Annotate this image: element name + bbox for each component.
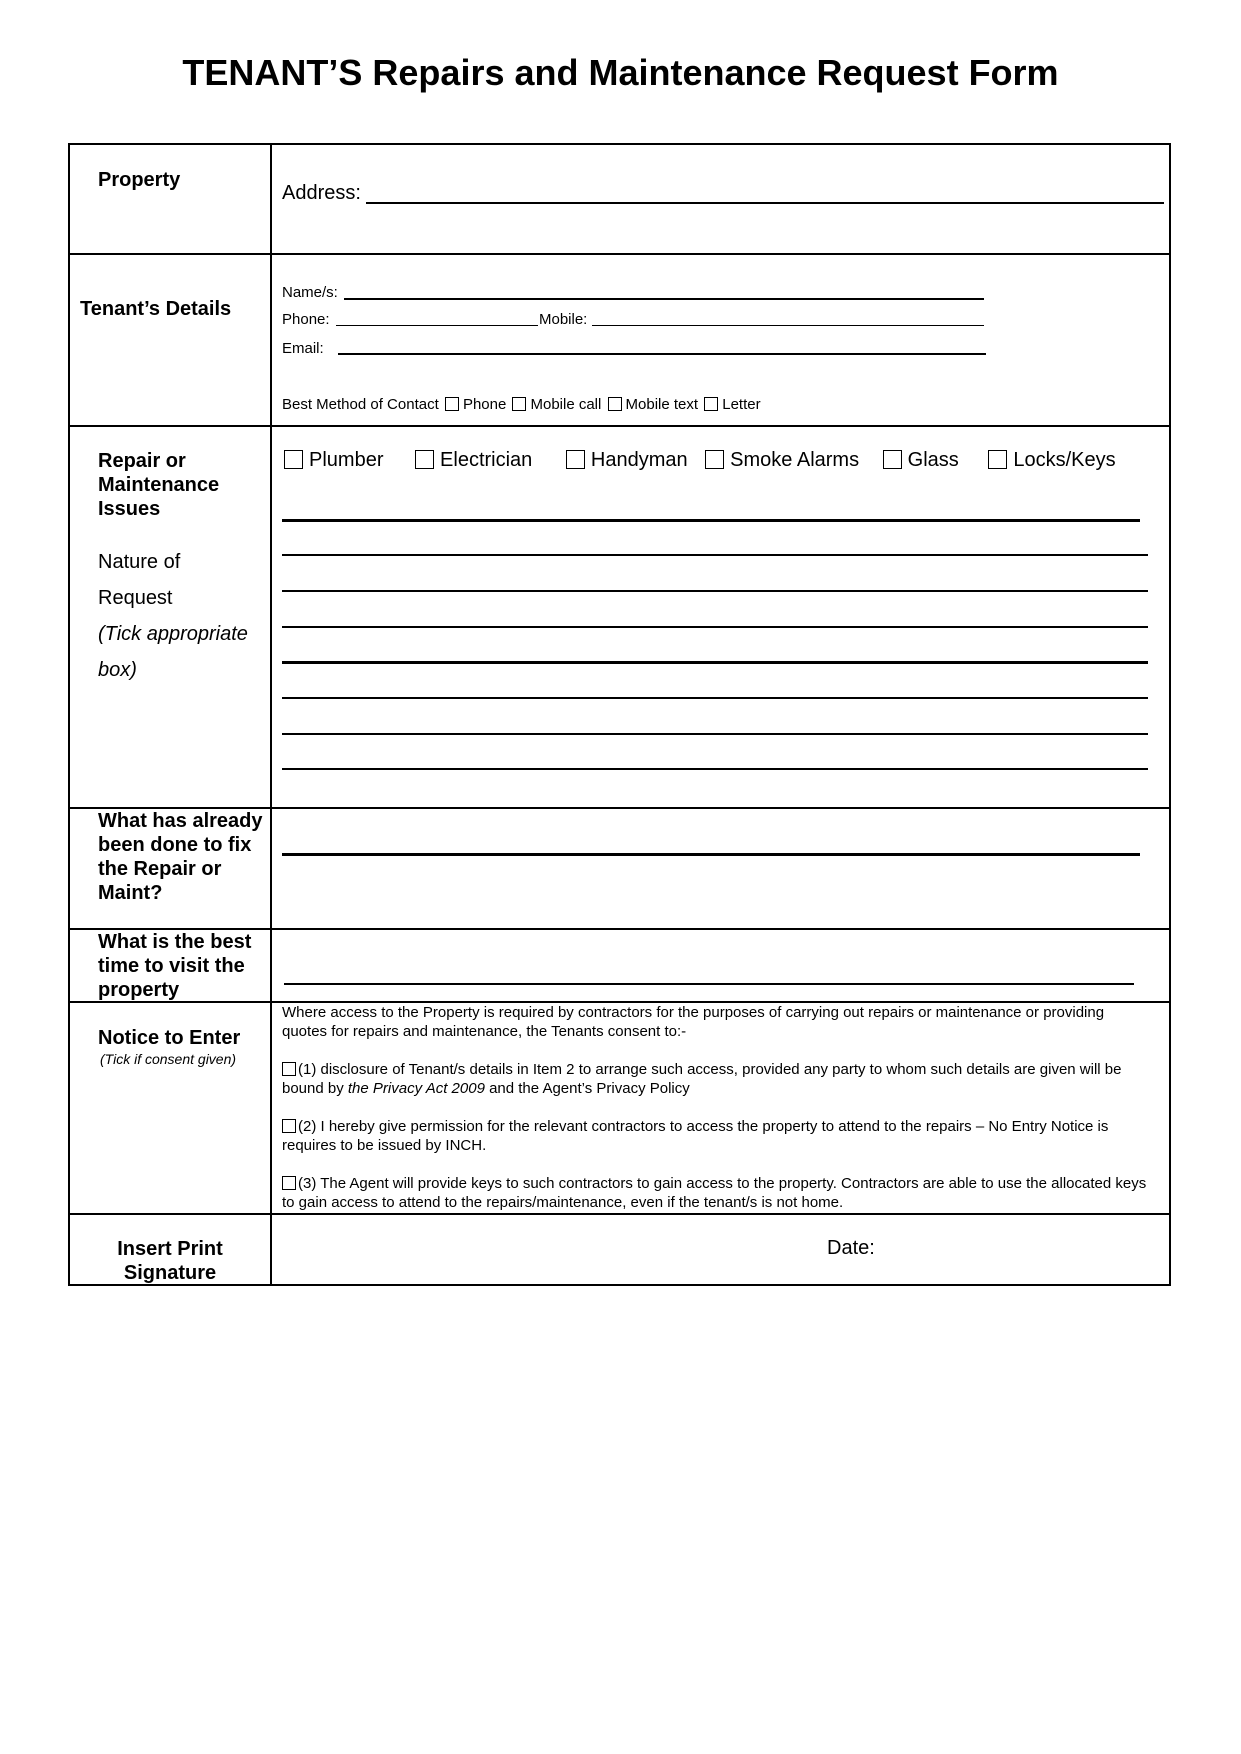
phone-field[interactable] <box>336 325 538 326</box>
electrician-checkbox[interactable] <box>415 450 434 469</box>
address-label: Address: <box>282 182 361 204</box>
best-time-content-cell <box>272 930 1169 1001</box>
option-smoke-alarms: Smoke Alarms <box>730 449 860 471</box>
locks-keys-checkbox[interactable] <box>988 450 1007 469</box>
contact-option-mobile-call: Mobile call <box>530 396 602 413</box>
plumber-checkbox[interactable] <box>284 450 303 469</box>
property-content-cell <box>272 145 1169 253</box>
best-time-field[interactable] <box>284 983 1134 985</box>
request-form-table <box>68 143 1171 1286</box>
contact-option-mobile-text: Mobile text <box>625 396 699 413</box>
consent-1-text-end: and the Agent’s Privacy Policy <box>484 1080 690 1097</box>
mobile-call-checkbox[interactable] <box>512 397 526 411</box>
consent-3-text: (3) The Agent will provide keys to such contractors to gain access to the property. Contractors are able to use the allocated keys to gain access to attend to the repairs/maintenance, even if the tenant/s is not home. <box>282 1175 1147 1211</box>
description-line[interactable] <box>282 661 1148 664</box>
option-plumber: Plumber <box>309 449 384 471</box>
names-field[interactable] <box>344 298 984 300</box>
repair-label-cell <box>70 427 272 807</box>
signature-content-cell[interactable] <box>272 1215 1169 1284</box>
notice-content-cell <box>272 1003 1169 1213</box>
best-time-row <box>68 928 1171 1001</box>
repair-label: Repair or Maintenance Issues <box>98 450 220 520</box>
email-field[interactable] <box>338 353 986 355</box>
tick-line-1: (Tick appropriate <box>98 623 248 645</box>
description-line[interactable] <box>282 733 1148 735</box>
nature-of-request <box>98 544 248 688</box>
contact-option-letter: Letter <box>722 396 761 413</box>
mobile-field[interactable] <box>592 325 984 326</box>
description-line[interactable] <box>282 554 1148 556</box>
tenant-content-cell <box>272 255 1169 425</box>
handyman-checkbox[interactable] <box>566 450 585 469</box>
description-line[interactable] <box>282 626 1148 628</box>
glass-checkbox[interactable] <box>883 450 902 469</box>
notice-label: Notice to Enter <box>98 1027 241 1049</box>
property-row <box>68 143 1171 253</box>
date-label: Date: <box>827 1237 875 1259</box>
already-done-label-cell <box>70 809 272 928</box>
tenant-label: Tenant’s Details <box>80 298 232 320</box>
contact-option-phone: Phone <box>462 396 507 413</box>
consent-2-checkbox[interactable] <box>282 1119 296 1133</box>
nature-line-1: Nature of <box>98 551 181 573</box>
names-label: Name/s: <box>282 284 338 301</box>
repair-content-cell <box>272 427 1169 807</box>
already-done-row <box>68 807 1171 928</box>
consent-item-1 <box>282 1060 1153 1098</box>
description-line[interactable] <box>282 768 1148 770</box>
email-label: Email: <box>282 340 324 357</box>
phone-checkbox[interactable] <box>445 397 459 411</box>
repair-type-options <box>284 449 1116 472</box>
notice-intro: Where access to the Property is required by contractors for the purposes of carrying out repairs or maintenance or providing quotes for repairs and maintenance, the Tenants consent to:- <box>282 1004 1105 1040</box>
letter-checkbox[interactable] <box>704 397 718 411</box>
signature-row <box>68 1213 1171 1286</box>
tenant-label-cell <box>70 255 272 425</box>
consent-item-3 <box>282 1174 1153 1212</box>
consent-1-checkbox[interactable] <box>282 1062 296 1076</box>
mobile-label: Mobile: <box>539 311 588 328</box>
already-done-field[interactable] <box>282 853 1140 856</box>
privacy-act: the Privacy Act 2009 <box>347 1080 485 1097</box>
consent-1-text: (1) disclosure of Tenant/s details in Item 2 to arrange such access, provided any party to whom such details are given will be bound by <box>282 1061 1122 1097</box>
contact-method-label: Best Method of Contact <box>282 396 439 413</box>
already-done-content-cell <box>272 809 1169 928</box>
smoke-alarms-checkbox[interactable] <box>705 450 724 469</box>
signature-label-cell <box>70 1215 272 1284</box>
option-electrician: Electrician <box>440 449 533 471</box>
notice-sublabel: (Tick if consent given) <box>100 1051 237 1067</box>
already-done-label: What has already been done to fix the Repair or Maint? <box>98 810 263 904</box>
best-time-label: What is the best time to visit the property <box>98 931 252 1001</box>
tenant-row <box>68 253 1171 425</box>
notice-label-cell <box>70 1003 272 1213</box>
description-line[interactable] <box>282 590 1148 592</box>
best-time-label-cell <box>70 930 272 1001</box>
tick-line-2: box) <box>98 659 137 681</box>
description-line[interactable] <box>282 697 1148 699</box>
property-label-cell <box>70 145 272 253</box>
phone-label: Phone: <box>282 311 330 328</box>
option-locks-keys: Locks/Keys <box>1013 449 1116 471</box>
consent-item-2 <box>282 1117 1153 1155</box>
option-handyman: Handyman <box>590 449 688 471</box>
notice-text <box>282 1003 1153 1212</box>
notice-row <box>68 1001 1171 1213</box>
mobile-text-checkbox[interactable] <box>608 397 622 411</box>
option-glass: Glass <box>907 449 959 471</box>
property-label: Property <box>98 169 181 191</box>
consent-3-checkbox[interactable] <box>282 1176 296 1190</box>
consent-2-text: (2) I hereby give permission for the relevant contractors to access the property to attend to the repairs – No Entry Notice is requires to be issued by INCH. <box>282 1118 1109 1154</box>
form-title: TENANT’S Repairs and Maintenance Request Form <box>182 52 1059 93</box>
description-line[interactable] <box>282 519 1140 522</box>
nature-line-2: Request <box>98 587 173 609</box>
contact-method-row <box>282 396 761 413</box>
repair-row <box>68 425 1171 807</box>
signature-label: Insert Print Signature <box>117 1238 223 1284</box>
address-field[interactable] <box>366 202 1164 204</box>
